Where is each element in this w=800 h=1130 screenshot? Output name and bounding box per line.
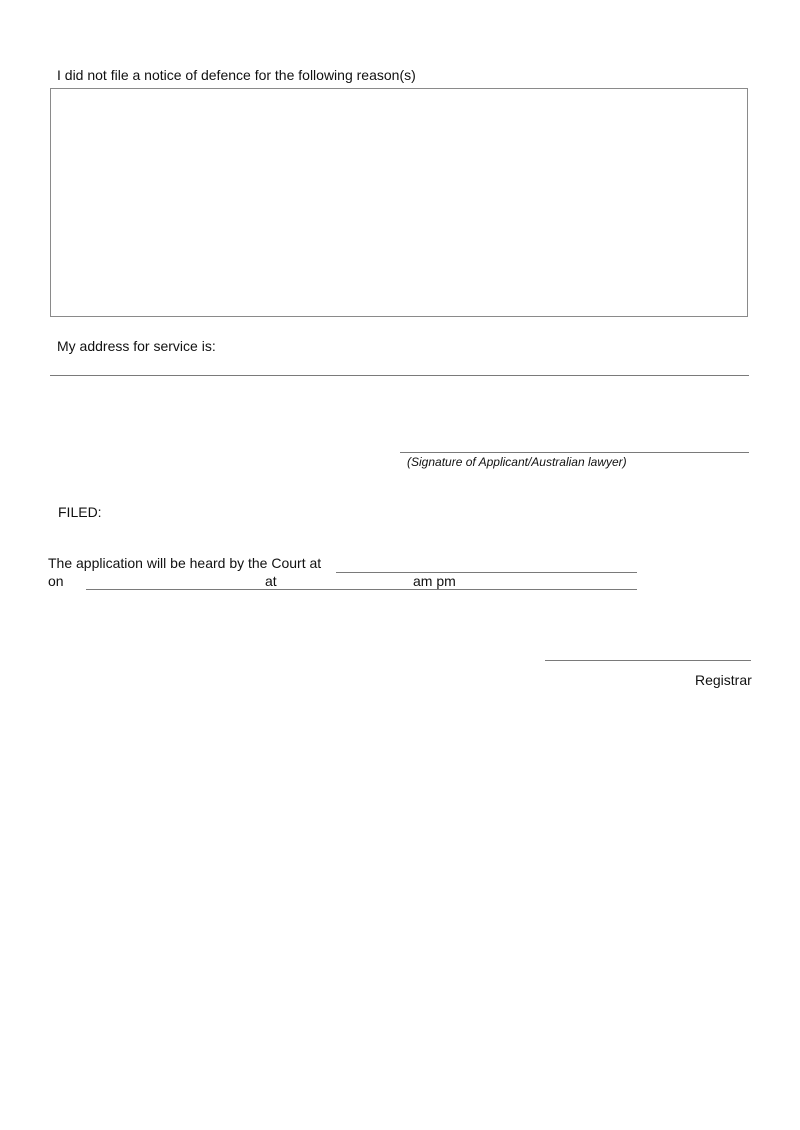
registrar-signature-line[interactable]	[545, 660, 751, 661]
signature-line[interactable]	[400, 452, 749, 453]
registrar-label: Registrar	[695, 672, 752, 688]
reasons-text-area[interactable]	[50, 88, 748, 317]
hearing-court-location-field[interactable]	[336, 572, 637, 573]
hearing-at-label: at	[265, 573, 277, 589]
hearing-date-time-field[interactable]	[86, 589, 637, 590]
address-for-service-label: My address for service is:	[57, 338, 216, 354]
filed-label: FILED:	[58, 504, 102, 520]
signature-caption: (Signature of Applicant/Australian lawyer)	[407, 455, 627, 469]
hearing-on-label: on	[48, 573, 64, 589]
hearing-intro-text: The application will be heard by the Court at	[48, 555, 322, 571]
address-for-service-field[interactable]	[50, 375, 749, 376]
reasons-label: I did not file a notice of defence for the following reason(s)	[57, 67, 416, 83]
hearing-ampm-label: am pm	[413, 573, 456, 589]
